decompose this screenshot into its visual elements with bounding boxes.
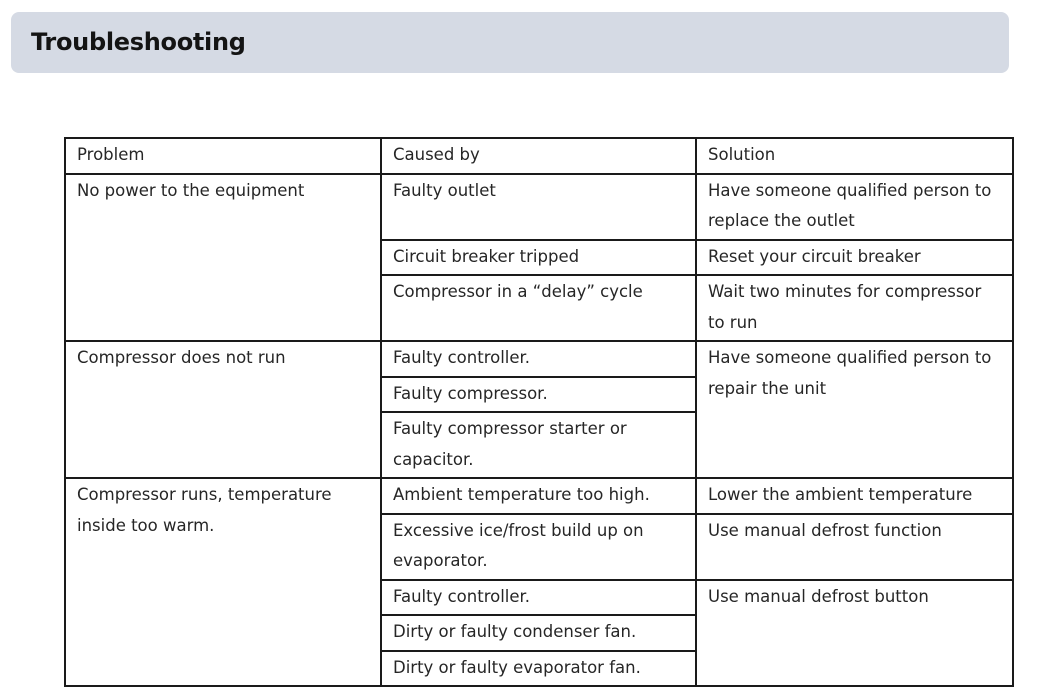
column-header-caused-by: Caused by <box>381 138 696 174</box>
table-row <box>65 478 1013 514</box>
solution-cell: Reset your circuit breaker <box>696 240 1013 276</box>
troubleshooting-table <box>64 137 1014 687</box>
cause-cell: Faulty compressor starter or capacitor. <box>381 412 696 478</box>
cause-cell: Faulty compressor. <box>381 377 696 413</box>
section-header-bar <box>11 12 1009 73</box>
cause-cell: Compressor in a “delay” cycle <box>381 275 696 341</box>
problem-cell: No power to the equipment <box>65 174 381 342</box>
solution-cell: Use manual defrost function <box>696 514 1013 580</box>
problem-cell: Compressor does not run <box>65 341 381 478</box>
cause-cell: Excessive ice/frost build up on evaporator. <box>381 514 696 580</box>
column-header-problem: Problem <box>65 138 381 174</box>
solution-cell: Wait two minutes for compressor to run <box>696 275 1013 341</box>
cause-cell: Dirty or faulty evaporator fan. <box>381 651 696 687</box>
table-row <box>65 341 1013 377</box>
table-header-row <box>65 138 1013 174</box>
page-title: Troubleshooting <box>31 28 246 56</box>
cause-cell: Faulty controller. <box>381 341 696 377</box>
cause-cell: Ambient temperature too high. <box>381 478 696 514</box>
solution-cell: Have someone qualified person to replace the outlet <box>696 174 1013 240</box>
solution-cell: Lower the ambient temperature <box>696 478 1013 514</box>
cause-cell: Faulty controller. <box>381 580 696 616</box>
column-header-solution: Solution <box>696 138 1013 174</box>
cause-cell: Dirty or faulty condenser fan. <box>381 615 696 651</box>
cause-cell: Circuit breaker tripped <box>381 240 696 276</box>
solution-cell: Use manual defrost button <box>696 580 1013 687</box>
table-row <box>65 174 1013 240</box>
cause-cell: Faulty outlet <box>381 174 696 240</box>
problem-cell: Compressor runs, temperature inside too warm. <box>65 478 381 686</box>
solution-cell: Have someone qualified person to repair the unit <box>696 341 1013 478</box>
